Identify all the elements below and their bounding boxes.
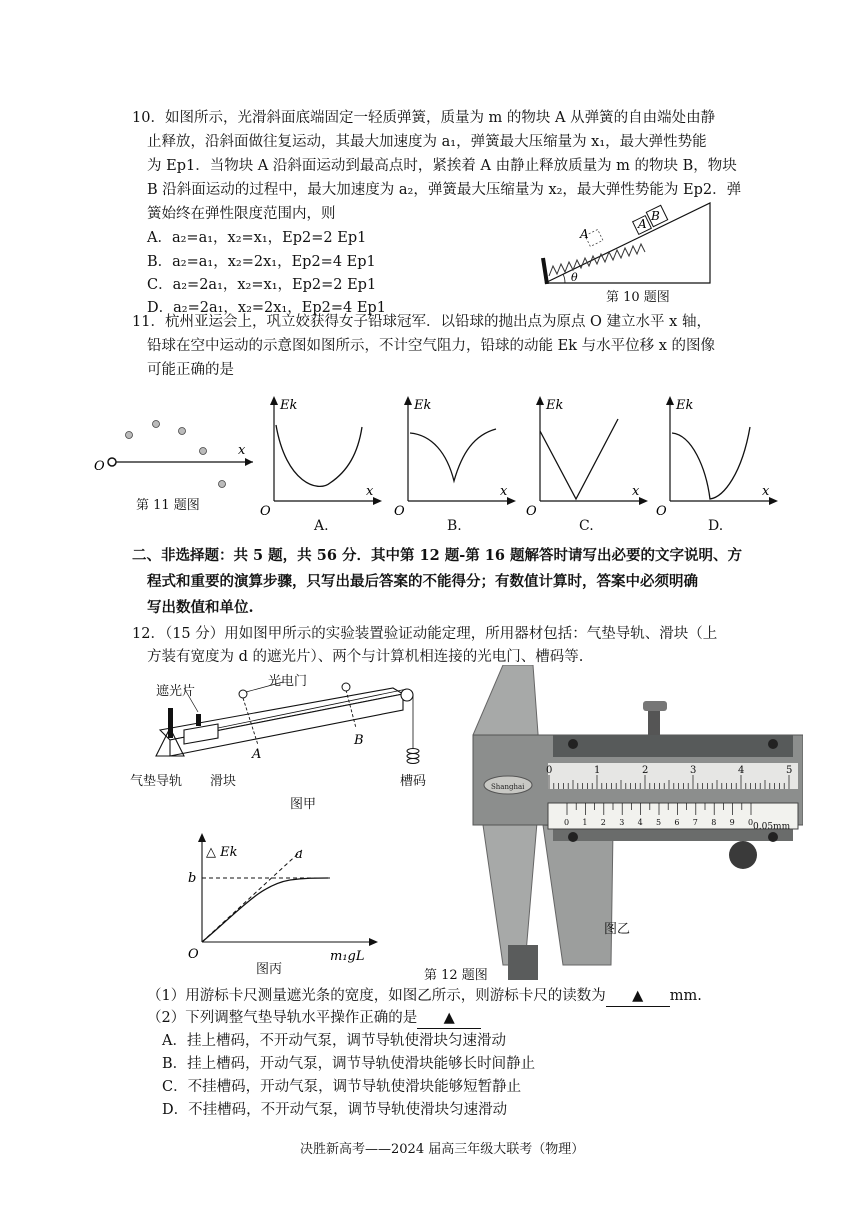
q12-line-1: 12．（15 分）用如图甲所示的实验装置验证动能定理，所用器材包括：气垫导轨、滑块（上 <box>132 626 718 642</box>
pulley <box>401 689 413 701</box>
graph-d <box>654 393 779 518</box>
angle-arc <box>563 274 565 283</box>
q10-option-a: A．a₂=a₁，x₂=x₁，Ep2=2 Ep1 <box>147 230 367 246</box>
curve <box>202 878 328 942</box>
q10-incline-figure <box>535 198 720 288</box>
ball-4 <box>200 448 207 455</box>
main-scale-label: 4 <box>738 765 745 776</box>
vernier-scale-label: 8 <box>711 818 717 827</box>
q11-figure-caption: 第 11 题图 <box>136 498 200 513</box>
q10-option-b: B．a₂=a₁，x₂=2x₁，Ep2=4 Ep1 <box>147 254 376 270</box>
svg-text:O: O <box>656 504 667 518</box>
main-scale-label: 0 <box>546 765 553 776</box>
main-scale-label: 1 <box>594 765 601 776</box>
svg-text:Shanghai: Shanghai <box>491 783 525 791</box>
label-qidian: 气垫导轨 <box>130 774 183 789</box>
q11-line-1: 11．杭州亚运会上，巩立姣获得女子铅球冠军．以铅球的抛出点为原点 O 建立水平 x 轴， <box>132 314 711 330</box>
q12-line-2: 方装有宽度为 d 的遮光片）、两个与计算机相连接的光电门、槽码等. <box>147 649 584 665</box>
x-label: x <box>238 443 246 458</box>
graph-b <box>392 393 517 518</box>
fig-jia-caption: 图甲 <box>290 797 317 812</box>
q12-sub2-blank[interactable]: ▲ <box>417 1008 481 1029</box>
ball-2 <box>153 421 160 428</box>
svg-text:O: O <box>188 947 199 962</box>
label-huakuai: 滑块 <box>210 774 237 789</box>
svg-text:O: O <box>260 504 271 518</box>
section2-line-1: 二、非选择题：共 5 题，共 56 分．其中第 12 题-第 16 题解答时请写出必要的文字说明、方 <box>132 547 743 564</box>
graph-a <box>258 393 383 518</box>
section2-line-2: 程式和重要的演算步骤，只写出最后答案的不能得分；有数值计算时，答案中必须明确 <box>147 573 698 590</box>
ball-3 <box>179 428 186 435</box>
graph-a-label: A. <box>314 518 329 534</box>
graph-c-label: C. <box>579 518 594 534</box>
vernier-scale-label: 9 <box>729 818 735 827</box>
svg-text:O: O <box>526 504 537 518</box>
graph-a-curve <box>276 425 362 486</box>
ball-1 <box>126 432 133 439</box>
section2-line-3: 写出数值和单位. <box>147 599 254 616</box>
incline-triangle <box>545 203 710 283</box>
slider-top <box>553 735 793 757</box>
graph-c-curve <box>540 419 618 499</box>
svg-text:△ Ek: △ Ek <box>206 845 238 860</box>
vernier-scale-label: 1 <box>582 818 588 827</box>
svg-text:x: x <box>500 484 508 499</box>
q10-option-c: C．a₂=2a₁，x₂=x₁，Ep2=2 Ep1 <box>147 277 377 293</box>
q11-trajectory-figure <box>88 410 258 500</box>
vernier-scale-label: 0 <box>564 818 570 827</box>
vernier-scale-label: 7 <box>692 818 698 827</box>
vernier-scale-label: 3 <box>619 818 625 827</box>
q12-sub1: （1）用游标卡尺测量遮光条的宽度，如图乙所示，则游标卡尺的读数为 ▲ mm. <box>147 986 702 1007</box>
graph-d-curve <box>672 427 750 499</box>
ball-5 <box>219 481 226 488</box>
q12-sub2-option-a: A．挂上槽码，不开动气泵，调节导轨使滑块匀速滑动 <box>162 1033 506 1049</box>
vernier-scale-label: 5 <box>656 818 662 827</box>
q11-line-2: 铅球在空中运动的示意图如图所示，不计空气阻力，铅球的动能 Ek 与水平位移 x 的图像 <box>147 338 715 354</box>
vernier-scale-label: 6 <box>674 818 680 827</box>
label-a: A <box>638 217 647 231</box>
vernier-scale-label: 0 <box>748 818 754 827</box>
svg-text:Ek: Ek <box>676 398 694 413</box>
svg-text:m₁gL: m₁gL <box>330 949 365 964</box>
label-zheguangpian: 遮光片 <box>156 684 196 699</box>
vernier-scale-label: 4 <box>637 818 643 827</box>
q10-line-1: 10．如图所示，光滑斜面底端固定一轻质弹簧，质量为 m 的物块 A 从弹簧的自由端处由静 <box>132 110 716 126</box>
q10-line-3: 为 Ep1．当物块 A 沿斜面运动到最高点时，紧挨着 A 由静止释放质量为 m 的物块 B，物块 <box>147 158 737 174</box>
graph-d-label: D. <box>708 518 724 534</box>
main-scale-label: 5 <box>786 765 793 776</box>
svg-text:A: A <box>252 747 262 762</box>
label-a-ghost: A <box>580 227 589 241</box>
svg-text:a: a <box>295 847 303 862</box>
q12-sub1-blank[interactable]: ▲ <box>606 986 670 1007</box>
spring-wall <box>543 258 547 284</box>
main-scale-label: 2 <box>642 765 649 776</box>
svg-text:x: x <box>632 484 640 499</box>
q10-line-5: 簧始终在弹性限度范围内，则 <box>147 206 336 222</box>
q12-sub2-option-b: B．挂上槽码，开动气泵，调节导轨使滑块能够长时间静止 <box>162 1056 536 1072</box>
graph-c <box>524 393 649 518</box>
page-footer: 决胜新高考——2024 届高三年级大联考（物理） <box>300 1142 585 1157</box>
svg-text:Ek: Ek <box>414 398 432 413</box>
svg-text:Ek: Ek <box>546 398 564 413</box>
q10-option-d: D．a₂=2a₁，x₂=2x₁，Ep2=4 Ep1 <box>147 300 386 316</box>
q12-sub2-option-d: D．不挂槽码，不开动气泵，调节导轨使滑块匀速滑动 <box>162 1102 508 1118</box>
svg-text:O: O <box>394 504 405 518</box>
main-scale-label: 3 <box>690 765 697 776</box>
fig-bing-caption: 图丙 <box>256 962 283 977</box>
fig-bing-graph <box>180 830 380 965</box>
label-b: B <box>651 209 660 223</box>
precision-label: 0.05mm <box>753 822 791 832</box>
svg-text:Ek: Ek <box>280 398 298 413</box>
svg-text:x: x <box>366 484 374 499</box>
q11-line-3: 可能正确的是 <box>147 362 234 378</box>
origin-label: O <box>94 459 105 474</box>
svg-text:x: x <box>762 484 770 499</box>
fig-yi-caption: 图乙 <box>604 922 631 937</box>
label-theta: θ <box>571 271 578 284</box>
ball-start <box>108 458 116 466</box>
stopper <box>168 708 173 738</box>
graph-b-label: B. <box>447 518 462 534</box>
q12-sub2: （2）下列调整气垫导轨水平操作正确的是 ▲ <box>147 1008 481 1029</box>
svg-text:b: b <box>188 871 197 886</box>
graph-b-curve <box>410 429 496 481</box>
vernier-scale-label: 2 <box>600 818 606 827</box>
label-caoma: 槽码 <box>400 774 427 789</box>
q10-figure-caption: 第 10 题图 <box>606 290 670 305</box>
spring-coil <box>549 244 645 276</box>
fig-yi-caliper <box>463 665 803 985</box>
q12-sub2-option-c: C．不挂槽码，开动气泵，调节导轨使滑块能够短暂静止 <box>162 1079 522 1095</box>
svg-text:B: B <box>354 733 364 748</box>
q10-line-4: B 沿斜面运动的过程中，最大加速度为 a₂，弹簧最大压缩量为 x₂，最大弹性势能为 Ep2．弹 <box>147 182 742 198</box>
shade-plate <box>196 714 201 726</box>
q12-figure-caption: 第 12 题图 <box>424 968 488 983</box>
q10-line-2: 止释放，沿斜面做往复运动，其最大加速度为 a₁，弹簧最大压缩量为 x₁，最大弹性势能 <box>147 134 707 150</box>
label-guangdianmen: 光电门 <box>268 674 308 689</box>
